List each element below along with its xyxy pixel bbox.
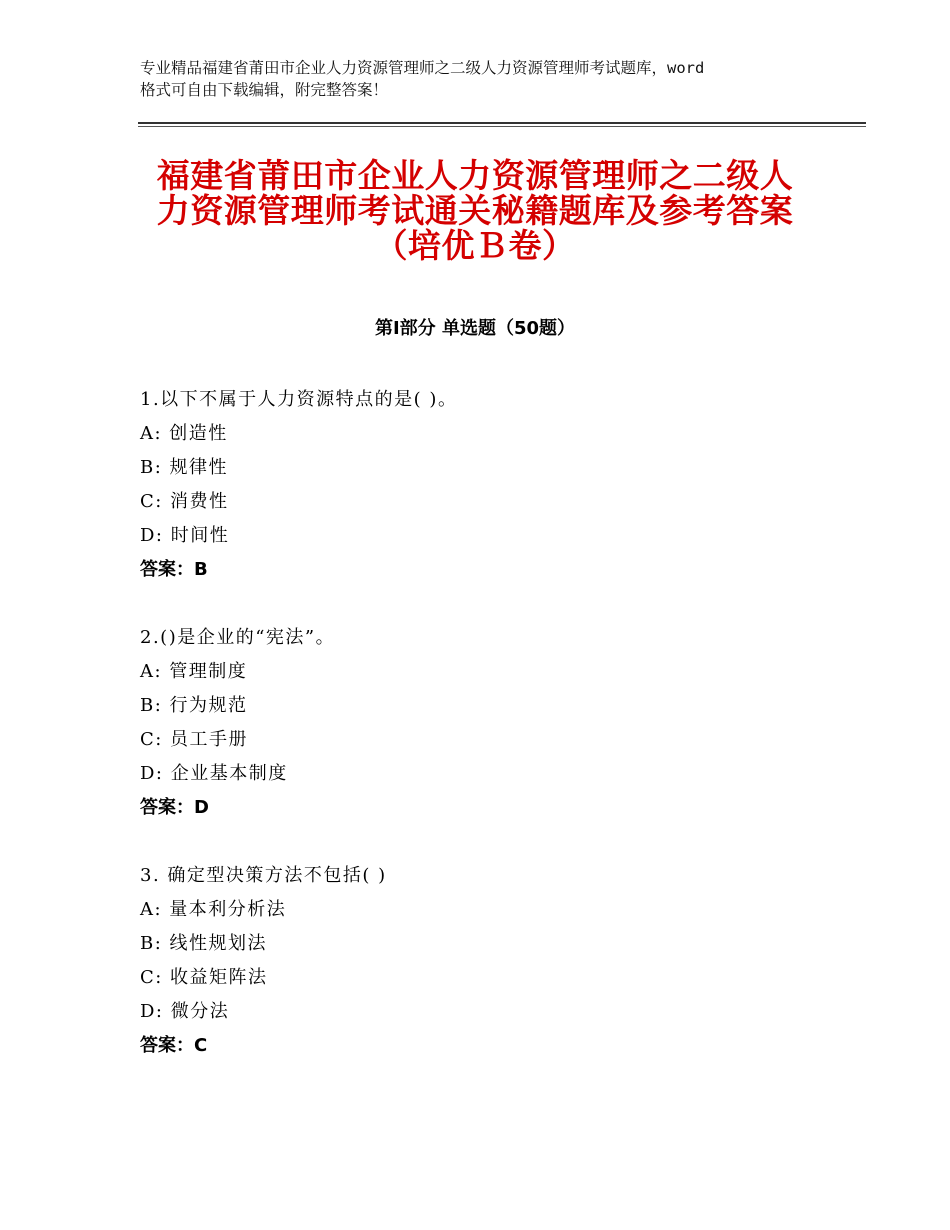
header-divider-thin [138, 126, 866, 127]
option-c: C: 消费性 [140, 491, 229, 512]
option-d: D: 企业基本制度 [140, 763, 288, 784]
title-line-2: 力资源管理师考试通关秘籍题库及参考答案 [156, 191, 794, 230]
option-b: B: 行为规范 [140, 695, 248, 716]
option-a: A: 管理制度 [140, 661, 248, 682]
question-list [140, 383, 840, 1097]
question-stem: 2.()是企业的“宪法”。 [140, 627, 336, 648]
document-title [120, 158, 830, 263]
title-line-3: （培优Ｂ卷） [374, 226, 576, 265]
option-b: B: 规律性 [140, 457, 229, 478]
answer: 答案：B [140, 559, 208, 580]
answer: 答案：C [140, 1035, 208, 1056]
option-b: B: 线性规划法 [140, 933, 268, 954]
option-d: D: 微分法 [140, 1001, 230, 1022]
question-3 [140, 859, 840, 1063]
question-2 [140, 621, 840, 825]
section-heading: 第Ⅰ部分 单选题（50题） [374, 318, 575, 339]
option-c: C: 收益矩阵法 [140, 967, 268, 988]
option-a: A: 量本利分析法 [140, 899, 287, 920]
question-stem: 1.以下不属于人力资源特点的是( )。 [140, 389, 458, 410]
header-note [140, 57, 830, 101]
question-stem: 3. 确定型决策方法不包括( ) [140, 865, 387, 886]
question-1 [140, 383, 840, 587]
option-a: A: 创造性 [140, 423, 228, 444]
title-line-1: 福建省莆田市企业人力资源管理师之二级人 [156, 156, 794, 195]
option-c: C: 员工手册 [140, 729, 249, 750]
header-note-line-2: 格式可自由下载编辑，附完整答案！ [140, 81, 389, 99]
header-note-line-1: 专业精品福建省莆田市企业人力资源管理师之二级人力资源管理师考试题库，word [140, 59, 705, 77]
answer: 答案：D [140, 797, 209, 818]
option-d: D: 时间性 [140, 525, 230, 546]
header-divider-thick [138, 122, 866, 124]
